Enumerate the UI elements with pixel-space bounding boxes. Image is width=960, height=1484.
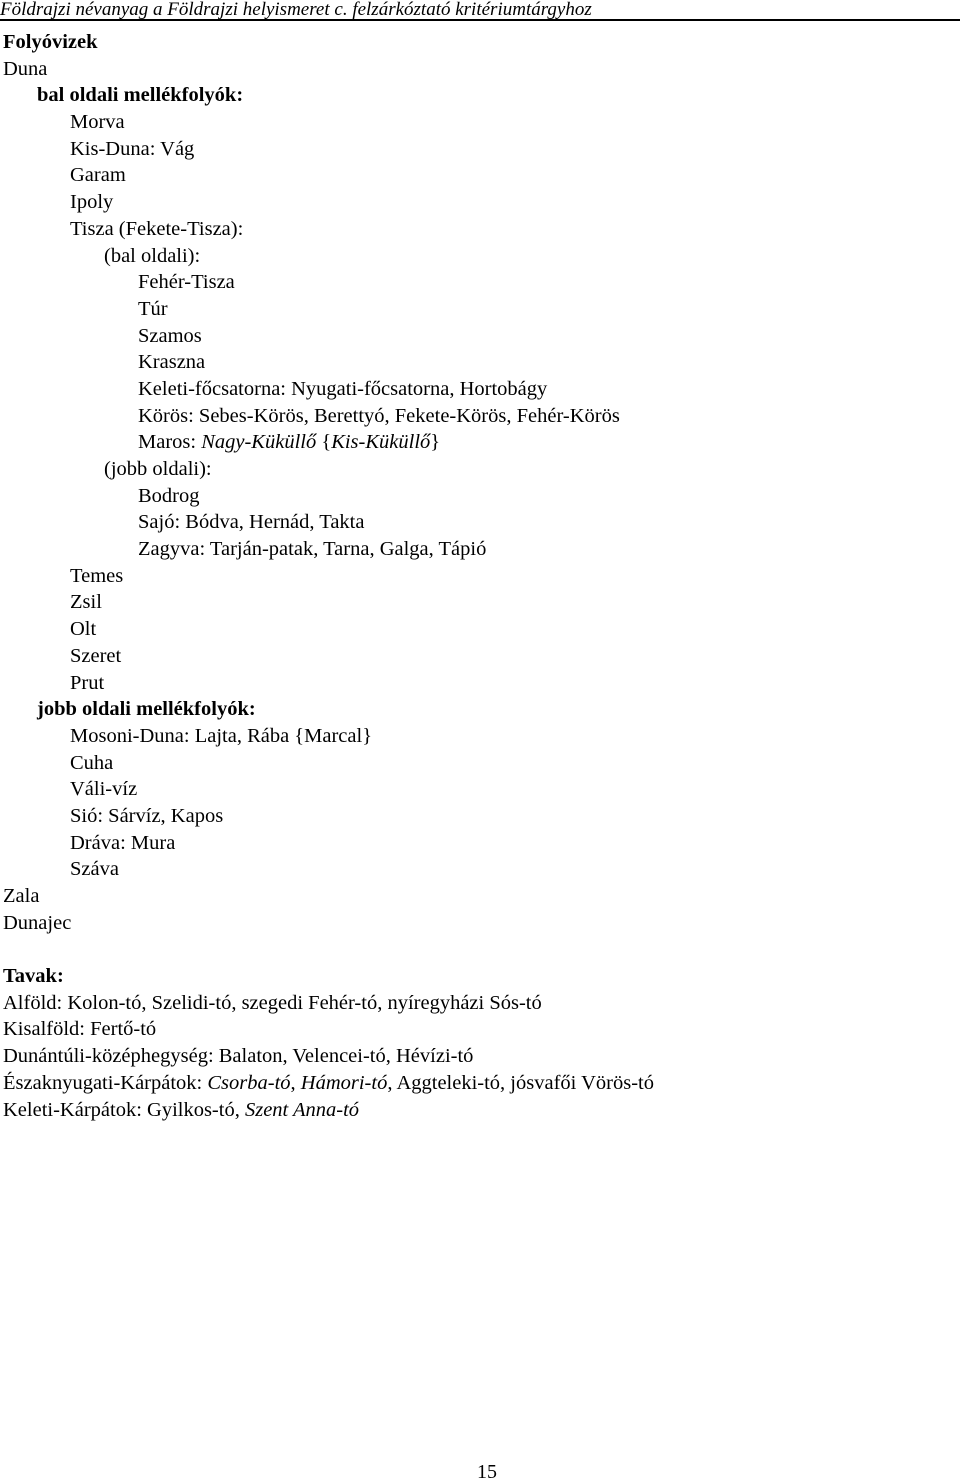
river-kis-duna: Kis-Duna: Vág: [70, 137, 195, 160]
river-cuha: Cuha: [70, 751, 114, 774]
river-prut: Prut: [70, 671, 105, 694]
tisza-right-heading: (jobb oldali):: [104, 458, 212, 480]
lakes-keleti: [3, 1097, 953, 1124]
rivers-heading: Folyóvizek: [3, 31, 98, 53]
river-tur: Túr: [138, 297, 168, 320]
maros-kis-kukullo: Kis-Küküllő: [331, 431, 431, 454]
lakes-eszaknyugati: [3, 1070, 953, 1097]
river-morva: Morva: [70, 111, 125, 134]
river-zsil: Zsil: [70, 591, 102, 614]
river-szeret: Szeret: [70, 644, 122, 667]
river-zagyva: Zagyva: Tarján-patak, Tarna, Galga, Tápió: [138, 538, 487, 561]
keleti-prefix: Keleti-Kárpátok: Gyilkos-tó,: [3, 1098, 245, 1121]
page-number: 15: [477, 1461, 497, 1483]
maros-prefix: Maros:: [138, 431, 202, 454]
eszak-prefix: Északnyugati-Kárpátok:: [3, 1071, 208, 1094]
river-temes: Temes: [70, 564, 124, 587]
river-sio: Sió: Sárvíz, Kapos: [70, 804, 224, 827]
river-zala: Zala: [3, 885, 40, 907]
right-tributaries-heading: jobb oldali mellékfolyók:: [37, 698, 256, 721]
river-garam: Garam: [70, 164, 126, 187]
river-kraszna: Kraszna: [138, 351, 206, 374]
river-szava: Száva: [70, 858, 119, 881]
tisza-left-heading: (bal oldali):: [104, 244, 201, 267]
river-ipoly: Ipoly: [70, 191, 114, 214]
river-feher-tisza: Fehér-Tisza: [138, 271, 235, 294]
section-gap: [3, 936, 953, 963]
eszak-hamori: Hámori-tó: [300, 1071, 388, 1094]
page-footer: [0, 1460, 960, 1484]
lakes-dunantuli: Dunántúli-középhegység: Balaton, Velencei-tó, Hévízi-tó: [3, 1045, 474, 1068]
keleti-szent-anna: Szent Anna-tó: [244, 1098, 360, 1121]
river-sajo: Sajó: Bódva, Hernád, Takta: [138, 511, 365, 534]
river-koros: Körös: Sebes-Körös, Berettyó, Fekete-Körös, Fehér-Körös: [138, 404, 620, 427]
eszak-csorba: Csorba-tó: [207, 1071, 291, 1094]
river-drava: Dráva: Mura: [70, 831, 176, 854]
eszak-separator: ,: [290, 1071, 301, 1094]
river-dunajec: Dunajec: [3, 911, 72, 934]
river-maros: [3, 429, 953, 456]
river-tisza: Tisza (Fekete-Tisza):: [70, 217, 244, 240]
lakes-alfold: Alföld: Kolon-tó, Szelidi-tó, szegedi Fehér-tó, nyíregyházi Sós-tó: [3, 991, 542, 1014]
river-bodrog: Bodrog: [138, 484, 200, 507]
lakes-kisalfold: Kisalföld: Fertő-tó: [3, 1018, 157, 1041]
river-vali-viz: Váli-víz: [70, 778, 138, 801]
river-olt: Olt: [70, 618, 97, 641]
maros-brace-close: }: [430, 431, 441, 454]
river-duna: Duna: [3, 57, 48, 80]
left-tributaries-heading: bal oldali mellékfolyók:: [37, 84, 244, 107]
document-body: [3, 29, 953, 1123]
river-keleti-focsatorna: Keleti-főcsatorna: Nyugati-főcsatorna, Hortobágy: [138, 377, 548, 400]
maros-nagy-kukullo: Nagy-Küküllő: [201, 431, 317, 454]
header-rule: [0, 19, 960, 21]
maros-brace-open: {: [316, 431, 332, 454]
river-szamos: Szamos: [138, 324, 202, 347]
eszak-rest: , Aggteleki-tó, jósvafői Vörös-tó: [387, 1071, 654, 1094]
page-header: Földrajzi névanyag a Földrajzi helyismeret c. felzárkóztató kritériumtárgyhoz: [0, 0, 592, 20]
river-mosoni-duna: Mosoni-Duna: Lajta, Rába {Marcal}: [70, 724, 373, 747]
lakes-heading: Tavak:: [3, 965, 64, 988]
